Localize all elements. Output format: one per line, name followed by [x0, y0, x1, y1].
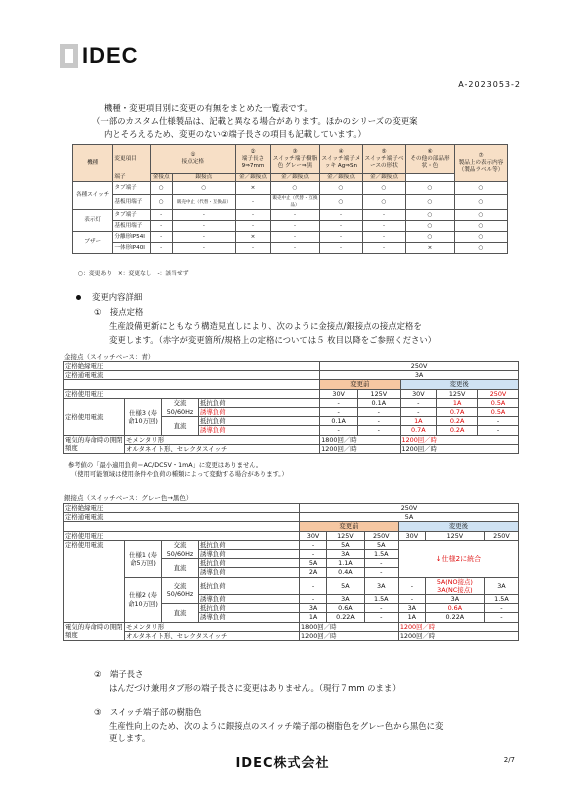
cell: - — [320, 398, 358, 407]
label: 定格通電電流 — [64, 371, 320, 380]
cell: - — [320, 243, 363, 254]
volt: 125V — [358, 389, 400, 398]
cell: - — [236, 195, 271, 210]
cell: 1.1A — [327, 559, 365, 568]
cell: ○ — [406, 210, 455, 221]
life: 1200回／時 — [400, 435, 519, 444]
section-title: 変更内容詳細 — [92, 292, 143, 302]
life-alternate: オルタネイト形、セレクタスイッチ — [125, 631, 300, 640]
volt: 250V — [478, 389, 519, 398]
cell: 0.2A — [437, 426, 478, 435]
dc-label: 直流 — [162, 559, 199, 577]
cell: 5A — [364, 540, 398, 549]
cell: - — [364, 568, 398, 577]
row-terminal: 一体形IP40I — [113, 243, 150, 254]
life-alternate: オルタネイト形、セレクタスイッチ — [125, 444, 320, 453]
col7-label: 製品上の表示内容（製品ラベル等） — [458, 159, 504, 173]
cell: - — [300, 550, 327, 559]
section-resin-color: ③ スイッチ端子部の樹脂色 — [94, 707, 202, 717]
cell: - — [478, 417, 519, 426]
load: 抵抗負荷 — [199, 577, 300, 594]
document-number: A-2023053-2 — [458, 80, 521, 89]
cell: 5A(NO接点) 3A(NC接点) — [425, 577, 484, 594]
cell: - — [363, 232, 406, 243]
cell: 0.7A — [400, 426, 437, 435]
cell: 0.6A — [327, 604, 365, 613]
volt: 30V — [320, 389, 358, 398]
life: 1800回／時 — [320, 435, 400, 444]
row-terminal: タブ端子 — [113, 182, 150, 195]
cell: - — [236, 221, 271, 232]
s1-body-1: 生産設備更新にともなう構造見直しにより、次のように金接点/銀接点の接点定格を — [109, 321, 422, 331]
cell: ○ — [455, 243, 508, 254]
sub-col3: 金／銀接点 — [271, 174, 320, 182]
load: 抵抗負荷 — [199, 559, 300, 568]
intro-line-1: 機種・変更項目別に変更の有無をまとめた一覧表です。 — [104, 103, 313, 113]
col4-label: スイッチ端子メッキ Ag⇒Sn — [321, 155, 361, 169]
cell: 0.4A — [327, 568, 365, 577]
cell: - — [398, 577, 425, 594]
cell: 3A — [398, 604, 425, 613]
section-terminal-length: ② 端子長さ — [94, 669, 144, 679]
cell: 1A — [437, 398, 478, 407]
col4-num: ④ — [338, 148, 344, 155]
summary-table — [72, 144, 508, 254]
cell: - — [172, 243, 235, 254]
cell: ○ — [406, 195, 455, 210]
group-switch: 各種スイッチ — [73, 182, 113, 210]
gold-contact-table — [63, 361, 519, 454]
load: 誘導負荷 — [199, 613, 300, 622]
after-header: 変更後 — [398, 522, 518, 531]
sub-col4: 金／銀接点 — [320, 174, 363, 182]
cell: - — [320, 426, 358, 435]
cell: - — [172, 221, 235, 232]
label: 定格絶縁電圧 — [64, 362, 320, 371]
sub-silver: 銀接点 — [172, 174, 235, 182]
cell: 5A — [327, 577, 365, 594]
cell: 1A — [300, 613, 327, 622]
cell: ○ — [455, 210, 508, 221]
cell: - — [172, 210, 235, 221]
sub-col5: 金／銀接点 — [363, 174, 406, 182]
ac-label: 交流 50/60Hz — [162, 540, 199, 558]
cell: ○ — [363, 182, 406, 195]
cell: ○ — [455, 232, 508, 243]
label: 定格通電電流 — [64, 513, 300, 522]
load: 誘導負荷 — [199, 408, 320, 417]
label: 定格絶縁電圧 — [64, 504, 300, 513]
cell: - — [364, 604, 398, 613]
label: 定格使用電流 — [64, 540, 125, 622]
col3-label: スイッチ端子樹脂色 グレー⇒黒 — [272, 155, 318, 169]
cell: × — [406, 243, 455, 254]
cell: ○ — [320, 195, 363, 210]
value: 5A — [300, 513, 519, 522]
terminal-length-body: はんだづけ兼用タブ形の端子長さに変更はありません。（現行７mm のまま） — [109, 683, 401, 693]
cell: 0.22A — [425, 613, 484, 622]
cell: 0.5A — [478, 408, 519, 417]
cell: - — [320, 210, 363, 221]
ac-label: 交流 50/60Hz — [162, 577, 199, 604]
cell: ○ — [406, 182, 455, 195]
col2-label: 端子長さ 9⇒7mm — [241, 155, 265, 169]
cell: - — [398, 595, 425, 604]
cell: - — [271, 243, 320, 254]
cell: ○ — [455, 182, 508, 195]
volt: 250V — [364, 531, 398, 540]
label: 電気的寿命時の開閉頻度 — [65, 436, 123, 453]
cell: - — [364, 559, 398, 568]
cell: - — [400, 408, 437, 417]
col6-num: ⑥ — [427, 148, 433, 155]
gold-note-2: （使用可能領域は使用条件や負荷の種類によって変動する場合があります。） — [71, 471, 288, 478]
summary-header-terminal: 端子 — [113, 174, 150, 182]
life: 1800回／時 — [300, 622, 399, 631]
cell: 3A — [484, 577, 518, 594]
col6-label: その他の部品形状・色 — [410, 155, 450, 169]
cell: ○ — [363, 195, 406, 210]
silver-contact-table — [63, 503, 519, 641]
after-header: 変更後 — [400, 380, 519, 389]
life-momentary: モメンタリ形 — [125, 622, 300, 631]
cell: - — [320, 408, 358, 417]
cell: - — [484, 613, 518, 622]
gold-title: 金接点（スイッチベース：青） — [64, 353, 155, 361]
intro-line-2: （一部のカスタム仕様製品は、記載と異なる場合があります。ほかのシリーズの変更案 — [92, 116, 418, 126]
volt: 30V — [300, 531, 327, 540]
volt: 125V — [425, 531, 484, 540]
cell: 1A — [400, 417, 437, 426]
summary-legend: ○：変更あり ×：変更なし -：該当せず — [78, 271, 189, 277]
cell: 販売中止（代替・互換品） — [172, 195, 235, 210]
cell: - — [300, 540, 327, 549]
life: 1200回／時 — [320, 444, 400, 453]
group-buzzer: ブザー — [73, 232, 113, 254]
cell: - — [300, 577, 327, 594]
col5-label: スイッチ端子ベースの形状 — [364, 155, 404, 169]
cell: - — [150, 243, 172, 254]
cell: ○ — [406, 221, 455, 232]
cell: 1A — [398, 613, 425, 622]
value: 250V — [300, 504, 519, 513]
logo-text: IDEC — [82, 43, 139, 68]
cell: - — [363, 221, 406, 232]
cell: ○ — [172, 182, 235, 195]
group-indicator: 表示灯 — [73, 210, 113, 232]
cell: 1.5A — [364, 595, 398, 604]
spec2: 仕様2 (寿命10万回) — [125, 577, 162, 622]
load: 抵抗負荷 — [199, 417, 320, 426]
cell: 0.5A — [478, 398, 519, 407]
summary-header-model: 機種 — [73, 145, 113, 182]
cell: ○ — [271, 182, 320, 195]
cell: 0.1A — [320, 417, 358, 426]
cell: - — [364, 613, 398, 622]
cell: - — [236, 243, 271, 254]
label: 電気的寿命時の開閉頻度 — [65, 623, 123, 640]
row-terminal: 基板用端子 — [113, 221, 150, 232]
cell: 3A — [327, 595, 365, 604]
cell: - — [271, 221, 320, 232]
label: 定格使用電流 — [64, 398, 125, 435]
volt: 30V — [398, 531, 425, 540]
dc-label: 直流 — [162, 417, 199, 435]
col5-num: ⑤ — [381, 148, 387, 155]
cell: - — [300, 595, 327, 604]
cell: - — [172, 232, 235, 243]
col1-label: 接点定格 — [181, 159, 205, 165]
life: 1200回／時 — [300, 631, 399, 640]
volt: 30V — [400, 389, 437, 398]
cell: 0.22A — [327, 613, 365, 622]
logo-mark-icon — [60, 44, 78, 68]
summary-header-item: 変更項目 — [113, 145, 150, 174]
volt: 125V — [437, 389, 478, 398]
cell: - — [320, 232, 363, 243]
volt: 250V — [484, 531, 518, 540]
cell: - — [320, 221, 363, 232]
intro-line-3: 内とそろえるため、変更のない②端子長さの項目も記載しています。） — [104, 129, 366, 139]
cell: 3A — [425, 595, 484, 604]
life: 1200回／時 — [400, 444, 519, 453]
cell: 0.1A — [358, 398, 400, 407]
merge-note: ↓仕様2に統合 — [398, 540, 518, 577]
cell: ○ — [150, 182, 172, 195]
idec-logo — [60, 44, 139, 68]
row-terminal: 分離形IP54I — [113, 232, 150, 243]
row-terminal: 基板用端子 — [113, 195, 150, 210]
col1-num: ① — [190, 152, 196, 158]
cell: 販売中止（代替・互換品） — [272, 196, 318, 208]
cell: 1.5A — [364, 550, 398, 559]
s1-body-2: 変更します。（赤字が変更箇所/規格上の定格については５ 枚目以降をご参照ください） — [109, 335, 437, 345]
load: 誘導負荷 — [199, 550, 300, 559]
cell: - — [150, 210, 172, 221]
load: 抵抗負荷 — [199, 540, 300, 549]
cell: - — [400, 398, 437, 407]
cell: ○ — [406, 232, 455, 243]
value: 250V — [320, 362, 519, 371]
col7-num: ⑦ — [478, 152, 484, 159]
load: 誘導負荷 — [199, 426, 320, 435]
cell: - — [271, 232, 320, 243]
cell: 1.5A — [484, 595, 518, 604]
label: 定格使用電圧 — [64, 531, 300, 540]
load: 誘導負荷 — [199, 568, 300, 577]
cell: ○ — [455, 195, 508, 210]
volt: 125V — [327, 531, 365, 540]
load: 抵抗負荷 — [199, 604, 300, 613]
cell: - — [271, 210, 320, 221]
resin-color-body-1: 生産性向上のため、次のように銀接点のスイッチ端子部の樹脂色をグレー色から黒色に変 — [109, 721, 444, 731]
cell: - — [484, 604, 518, 613]
cell: 0.2A — [437, 417, 478, 426]
cell: - — [150, 232, 172, 243]
label: 定格使用電圧 — [64, 389, 320, 398]
life: 1200回／時 — [398, 631, 518, 640]
cell: ○ — [320, 182, 363, 195]
sub-gold: 金接点 — [150, 174, 172, 182]
cell: ○ — [150, 195, 172, 210]
silver-title: 銀接点（スイッチベース：グレー色→黒色） — [64, 494, 193, 502]
page-number: 2/7 — [503, 756, 515, 764]
cell: - — [363, 210, 406, 221]
sub-col2: 金／銀接点 — [236, 174, 271, 182]
gold-note-1: 参考値の「最小適用負荷＝AC/DC5V・1mA」に変更はありません。 — [68, 462, 263, 469]
before-header: 変更前 — [320, 380, 400, 389]
cell: 2A — [300, 568, 327, 577]
cell: - — [358, 417, 400, 426]
cell: 3A — [364, 577, 398, 594]
cell: - — [358, 426, 400, 435]
ac-label: 交流 50/60Hz — [162, 398, 199, 416]
value: 3A — [320, 371, 519, 380]
footer-company: IDEC株式会社 — [235, 756, 330, 771]
cell: × — [236, 232, 271, 243]
cell: 5A — [300, 559, 327, 568]
load: 誘導負荷 — [199, 595, 300, 604]
spec1: 仕様1 (寿命5万回) — [125, 540, 162, 577]
life: 1200回／時 — [398, 622, 518, 631]
cell: - — [358, 408, 400, 417]
life-momentary: モメンタリ形 — [125, 435, 320, 444]
cell: - — [363, 243, 406, 254]
row-terminal: タブ端子 — [113, 210, 150, 221]
cell: × — [236, 182, 271, 195]
col3-num: ③ — [292, 148, 298, 155]
cell: ○ — [455, 221, 508, 232]
cell: 5A — [327, 540, 365, 549]
before-header: 変更前 — [300, 522, 399, 531]
cell: - — [478, 426, 519, 435]
spec3: 仕様3 (寿命10万回) — [125, 398, 162, 435]
bullet-icon — [76, 295, 81, 300]
cell: - — [150, 221, 172, 232]
col2-num: ② — [250, 148, 256, 155]
resin-color-body-2: 更します。 — [109, 733, 151, 743]
cell: 0.7A — [437, 408, 478, 417]
cell: 3A — [327, 550, 365, 559]
cell: 0.6A — [425, 604, 484, 613]
cell: - — [236, 210, 271, 221]
subsection-contact-rating: ① 接点定格 — [94, 307, 144, 317]
load: 抵抗負荷 — [199, 398, 320, 407]
dc-label: 直流 — [162, 604, 199, 622]
cell: 3A — [300, 604, 327, 613]
